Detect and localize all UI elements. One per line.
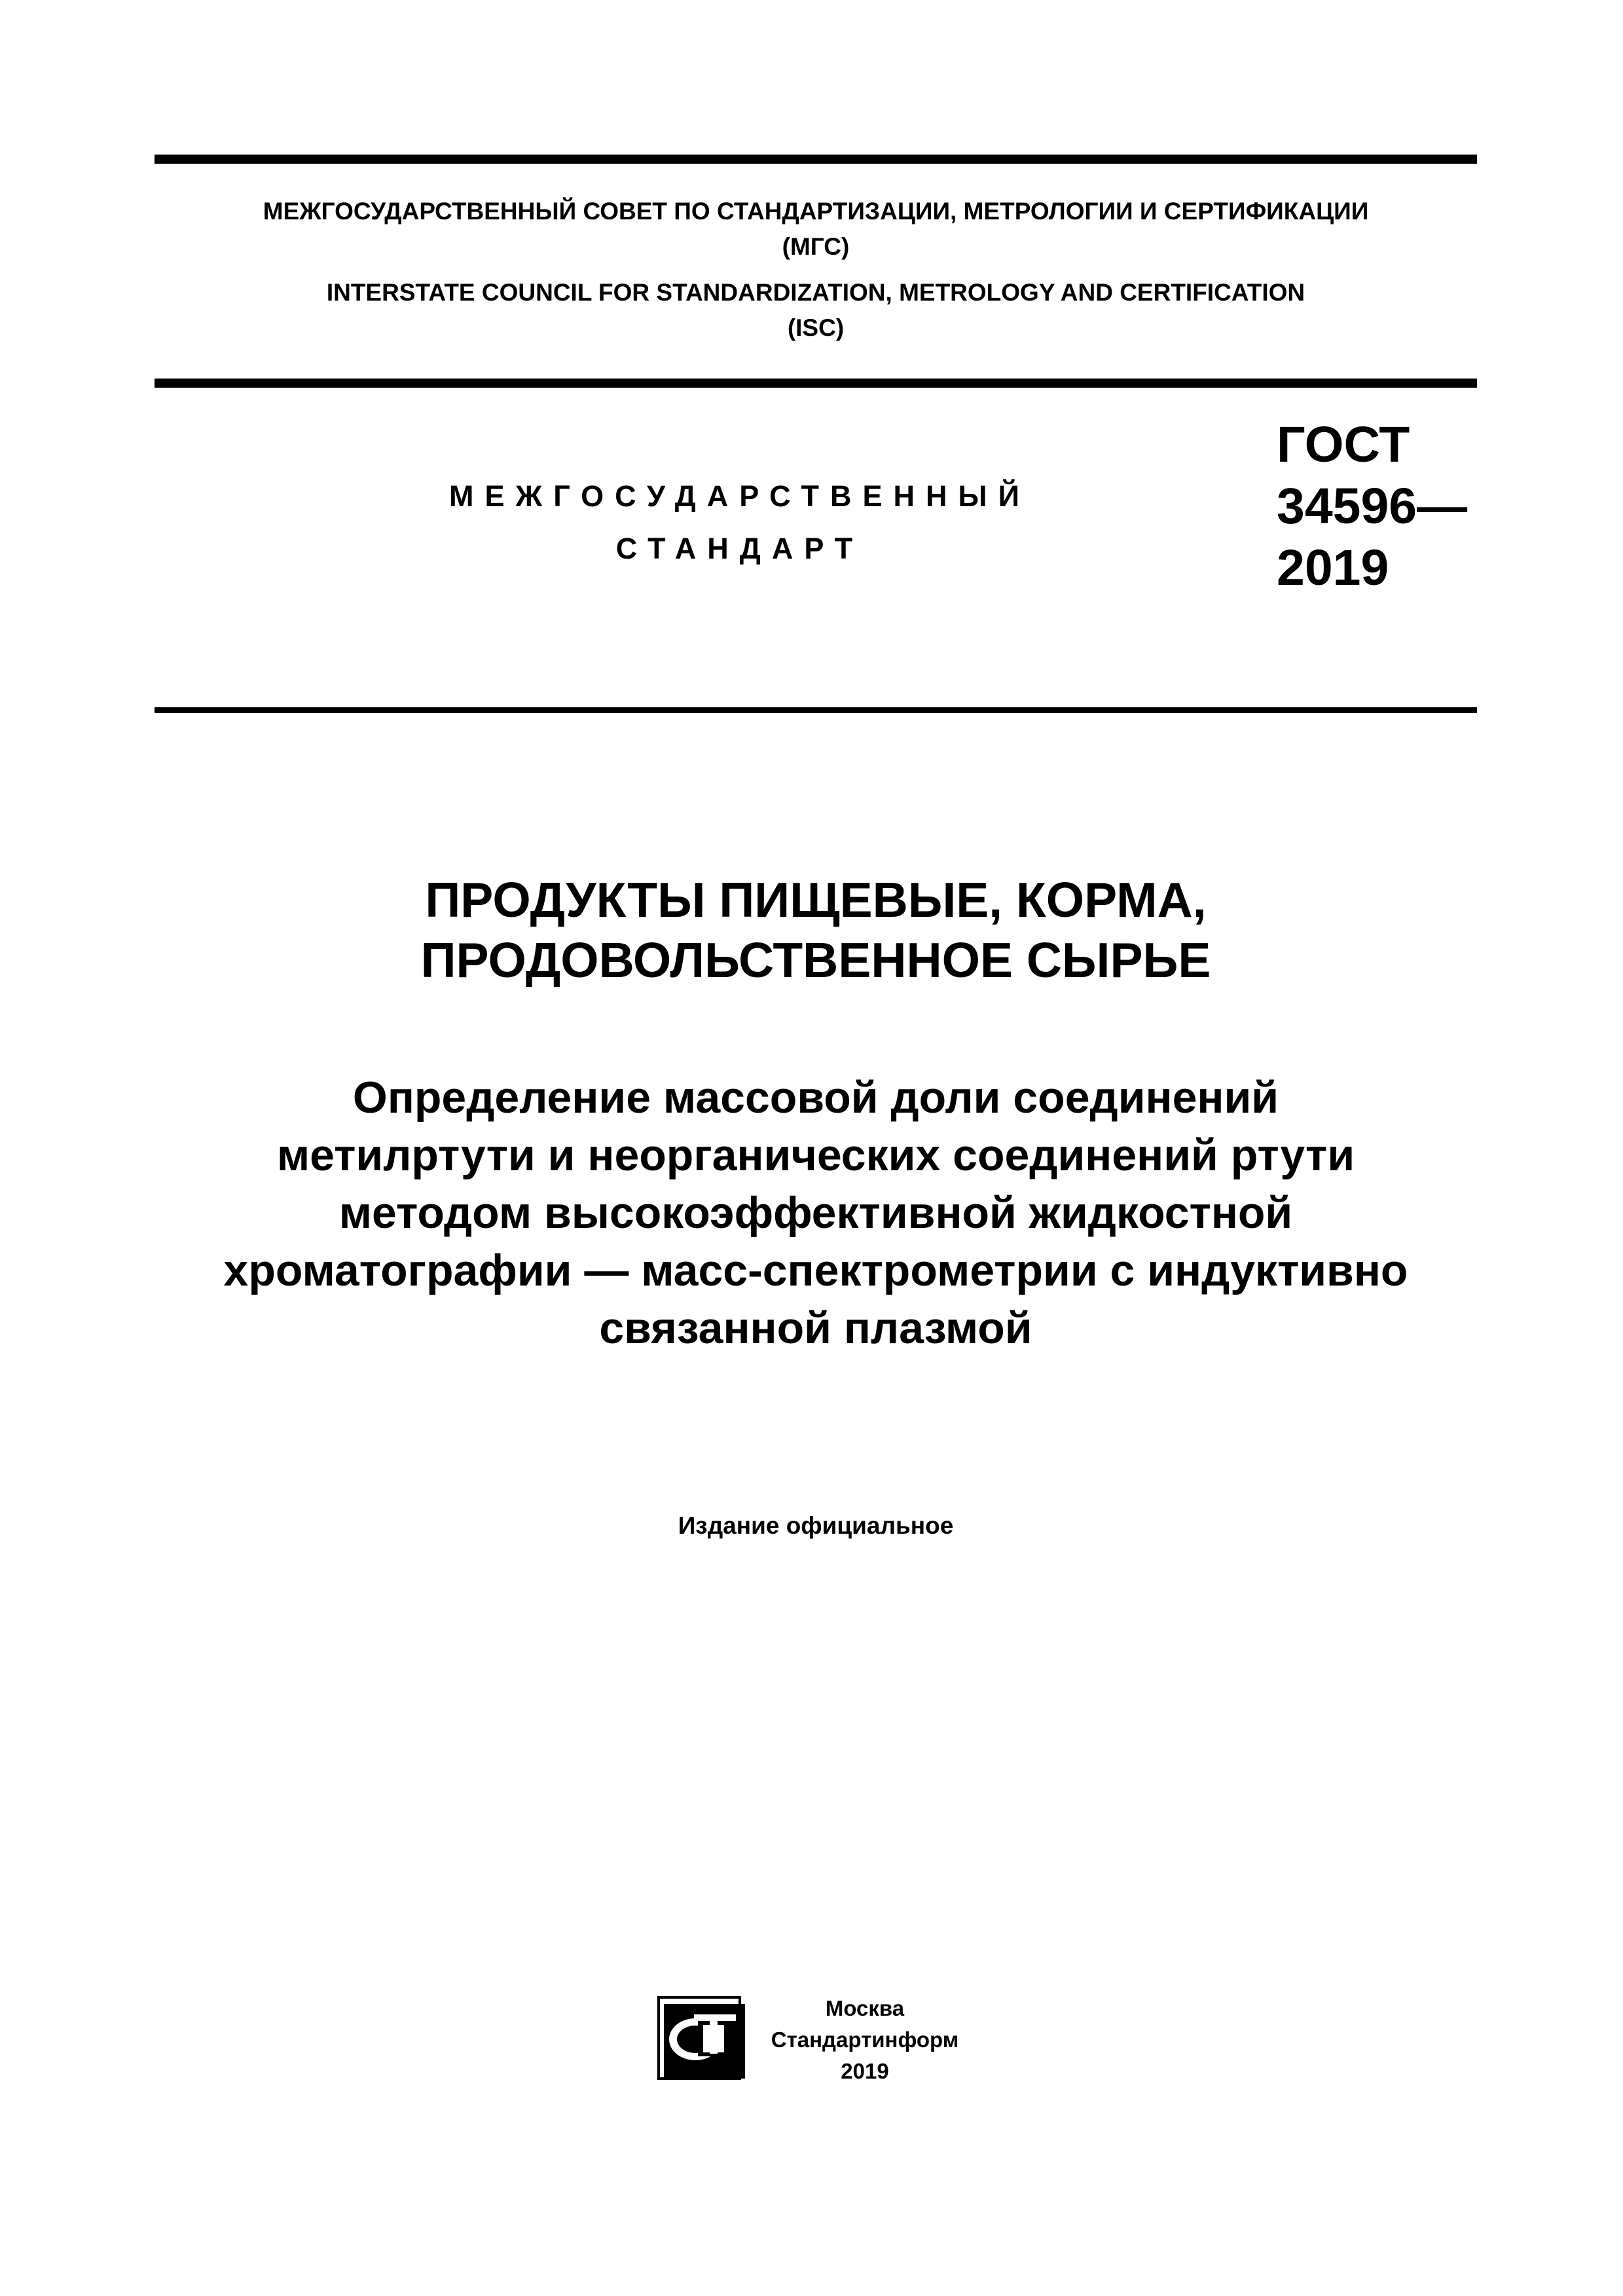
standard-type-line2: СТАНДАРТ [615, 532, 864, 565]
publisher-info [770, 1993, 960, 2087]
document-subtitle [155, 1069, 1477, 1357]
title-block-rule [155, 707, 1477, 713]
standard-code-prefix: ГОСТ [1277, 417, 1410, 473]
standard-code-number: 34596— [1277, 478, 1468, 534]
document-title-line2: ПРОДОВОЛЬСТВЕННОЕ СЫРЬЕ [420, 933, 1211, 988]
document-subtitle-line4: хроматографии — масс-спектрометрии с индуктивно [223, 1246, 1408, 1295]
publisher-name: Стандартинформ [771, 2028, 959, 2052]
standartinform-logo-icon [655, 1984, 753, 2083]
council-name-en-line1: INTERSTATE COUNCIL FOR STANDARDIZATION, METROLOGY AND CERTIFICATION [326, 279, 1305, 306]
council-abbrev-ru: (МГС) [782, 233, 850, 260]
standartinform-logo-graphic [655, 1984, 753, 2083]
publisher-city: Москва [825, 1996, 905, 2020]
council-abbrev-en: (ISC) [787, 314, 845, 341]
document-title-line1: ПРОДУКТЫ ПИЩЕВЫЕ, КОРМА, [425, 872, 1207, 927]
publisher-year: 2019 [841, 2059, 889, 2083]
document-subtitle-line3: методом высокоэффективной жидкостной [338, 1188, 1293, 1238]
document-subtitle-line2: метилртути и неорганических соединений ртути [276, 1130, 1355, 1180]
council-name-ru-line1: МЕЖГОСУДАРСТВЕННЫЙ СОВЕТ ПО СТАНДАРТИЗАЦИИ, МЕТРОЛОГИИ И СЕРТИФИКАЦИИ [263, 198, 1369, 225]
council-name-en [155, 275, 1477, 346]
council-name-ru [155, 194, 1477, 265]
standard-type [393, 470, 1087, 575]
document-title [155, 870, 1477, 990]
standard-code [1277, 414, 1467, 599]
document-subtitle-line1: Определение массовой доли соединений [352, 1073, 1279, 1122]
edition-label: Издание официальное [678, 1512, 954, 1539]
document-subtitle-line5: связанной плазмой [599, 1303, 1032, 1353]
header-bottom-rule [155, 379, 1477, 388]
standard-type-line1: МЕЖГОСУДАРСТВЕННЫЙ [449, 479, 1030, 513]
top-rule [155, 155, 1477, 164]
standard-code-year: 2019 [1277, 540, 1389, 596]
